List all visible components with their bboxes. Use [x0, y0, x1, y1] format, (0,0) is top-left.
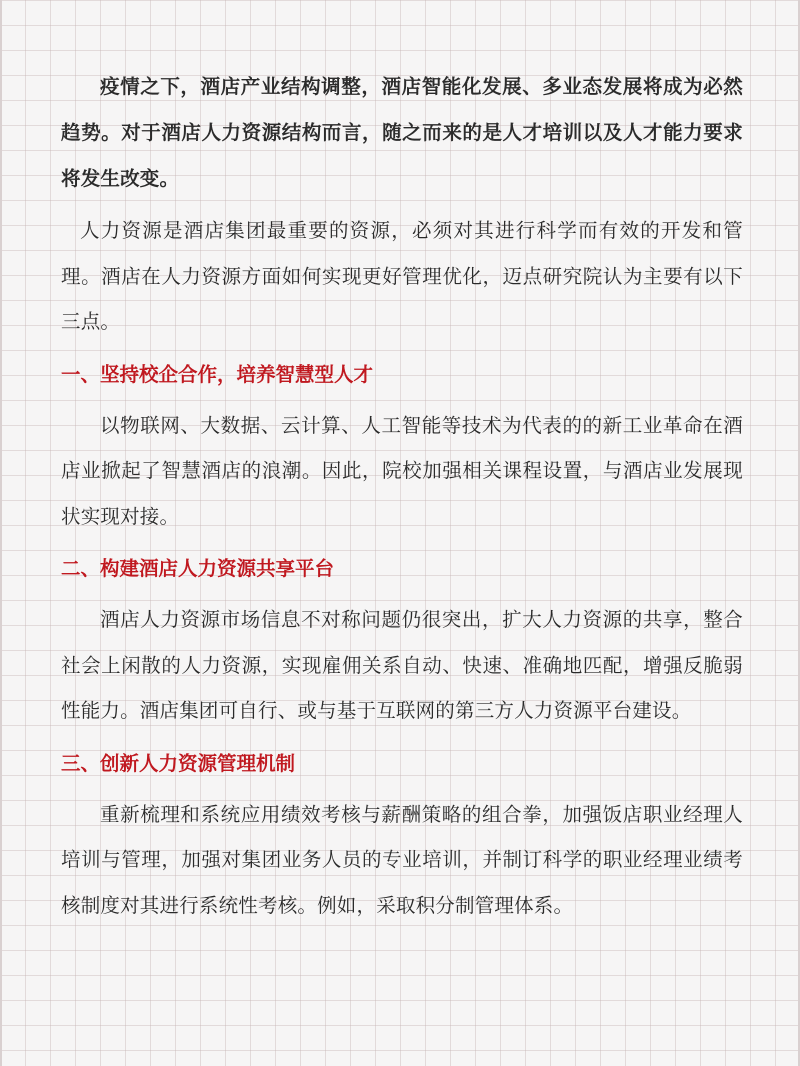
section-body-1: 以物联网、大数据、云计算、人工智能等技术为代表的的新工业革命在酒店业掀起了智慧酒店的浪潮。因此，院校加强相关课程设置，与酒店业发展现状实现对接。 — [61, 413, 743, 528]
article-body — [61, 64, 743, 935]
section-heading-2: 二、构建酒店人力资源共享平台 — [61, 557, 335, 580]
section-heading-3: 三、创新人力资源管理机制 — [61, 751, 296, 775]
section-body-2: 酒店人力资源市场信息不对称问题仍很突出，扩大人力资源的共享，整合社会上闲散的人力资源，实现雇佣关系自动、快速、准确地匹配，增强反脆弱性能力。酒店集团可自行、或与基于互联网的第三方人力资源平台建设。 — [61, 608, 743, 722]
overview-paragraph: 人力资源是酒店集团最重要的资源，必须对其进行科学而有效的开发和管理。酒店在人力资源方面如何实现更好管理优化，迈点研究院认为主要有以下三点。 — [61, 219, 743, 333]
intro-paragraph: 疫情之下，酒店产业结构调整，酒店智能化发展、多业态发展将成为必然趋势。对于酒店人力资源结构而言，随之而来的是人才培训以及人才能力要求将发生改变。 — [61, 75, 743, 190]
section-body-3: 重新梳理和系统应用绩效考核与薪酬策略的组合拳，加强饭店职业经理人培训与管理，加强对集团业务人员的专业培训，并制订科学的职业经理业绩考核制度对其进行系统性考核。例如，采取积分制管理体系。 — [61, 802, 743, 917]
section-heading-1: 一、坚持校企合作，培养智慧型人才 — [61, 362, 374, 386]
